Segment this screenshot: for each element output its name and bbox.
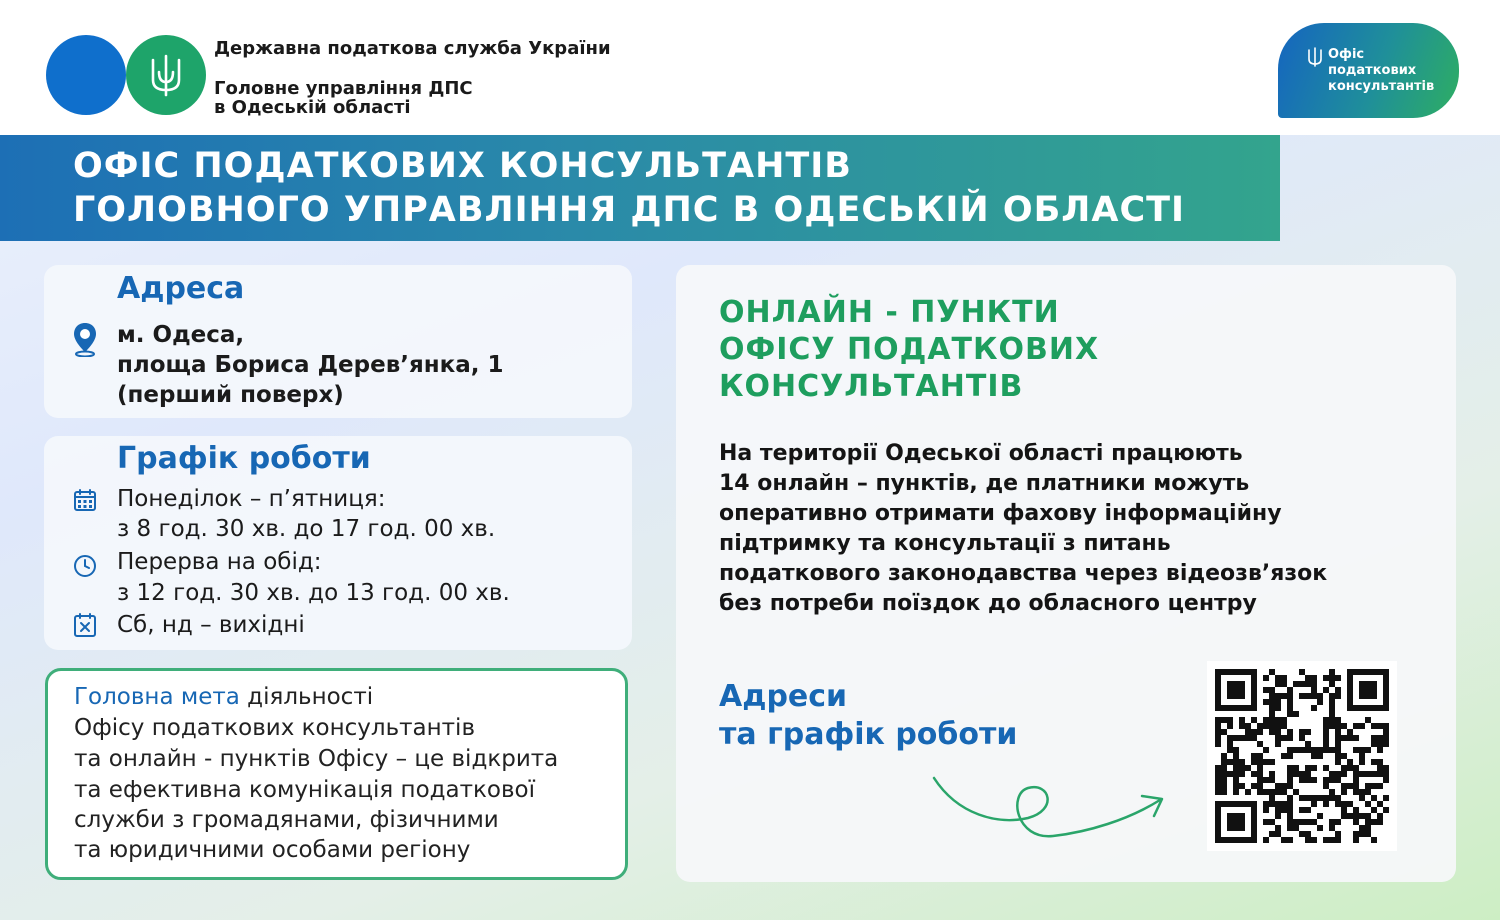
online-paragraph-line2: 14 онлайн – пунктів, де платники можуть (719, 471, 1250, 496)
addresses-link-line2: та графік роботи (719, 717, 1018, 752)
qr-code[interactable] (1207, 661, 1397, 851)
banner-title-line2: ГОЛОВНОГО УПРАВЛІННЯ ДПС В ОДЕСЬКІЙ ОБЛАСТІ (73, 190, 1186, 230)
addresses-link-line1: Адреси (719, 679, 848, 714)
location-pin-icon (72, 321, 98, 357)
badge-line1: Офіс (1328, 47, 1365, 62)
header (0, 0, 1500, 135)
weekday-hours-block (117, 484, 495, 544)
goal-line1-rest: діяльності (239, 684, 374, 710)
online-paragraph-line4: підтримку та консультації з питань (719, 531, 1171, 556)
online-paragraph-line3: оперативно отримати фахову інформаційну (719, 501, 1282, 526)
trident-logo (126, 35, 206, 115)
department-line2: в Одеській області (214, 97, 411, 118)
schedule-heading: Графік роботи (117, 441, 371, 476)
calendar-off-icon (73, 612, 97, 638)
banner-title-line1: ОФІС ПОДАТКОВИХ КОНСУЛЬТАНТІВ (73, 146, 852, 186)
calendar-icon (73, 488, 97, 512)
badge-text (1328, 47, 1434, 95)
badge-line2: податкових (1328, 63, 1417, 78)
goal-highlight: Головна мета (74, 684, 240, 710)
lunch-hours: з 12 год. 30 хв. до 13 год. 00 хв. (117, 580, 510, 606)
address-card (44, 265, 632, 418)
weekdays-hours: з 8 год. 30 хв. до 17 год. 00 хв. (117, 516, 496, 542)
goal-line5: служби з громадянами, фізичними (74, 807, 499, 833)
office-badge (1278, 23, 1459, 118)
agency-name: Державна податкова служба України (214, 38, 611, 59)
address-text (117, 320, 504, 410)
online-paragraph-line5: податкового законодавства через відеозв’язок (719, 561, 1328, 586)
goal-line2: Офісу податкових консультантів (74, 715, 476, 741)
department-line1: Головне управління ДПС (214, 78, 473, 99)
address-line3: (перший поверх) (117, 382, 344, 408)
schedule-card (44, 436, 632, 650)
online-points-card (676, 265, 1456, 882)
goal-line3: та онлайн - пунктів Офісу – це відкрита (74, 746, 559, 772)
goal-line6: та юридичними особами регіону (74, 837, 471, 863)
online-paragraph-line1: На території Одеської області працюють (719, 441, 1243, 466)
badge-line3: консультантів (1328, 79, 1435, 94)
weekdays-label: Понеділок – п’ятниця: (117, 486, 386, 512)
goal-card (45, 668, 628, 880)
trident-icon (149, 52, 183, 98)
address-line1: м. Одеса, (117, 322, 245, 348)
online-heading-line1: ОНЛАЙН - ПУНКТИ (719, 295, 1060, 330)
address-line2: площа Бориса Дерев’янка, 1 (117, 352, 504, 378)
lunch-block (117, 547, 510, 609)
goal-line1 (74, 684, 373, 710)
goal-line4: та ефективна комунікація податкової (74, 777, 536, 803)
qr-code-image (1207, 661, 1397, 851)
online-paragraph-line6: без потреби поїздок до обласного центру (719, 591, 1257, 616)
weekend-text: Сб, нд – вихідні (117, 612, 305, 638)
online-heading-line3: КОНСУЛЬТАНТІВ (719, 369, 1024, 404)
online-heading-line2: ОФІСУ ПОДАТКОВИХ (719, 332, 1100, 367)
clock-icon (73, 554, 97, 578)
arrow-swirl-icon (928, 770, 1168, 860)
title-banner (0, 135, 1280, 241)
dps-logo-blue-circle (46, 35, 126, 115)
lunch-label: Перерва на обід: (117, 549, 322, 575)
trident-icon (1308, 47, 1322, 67)
address-heading: Адреса (117, 271, 245, 306)
